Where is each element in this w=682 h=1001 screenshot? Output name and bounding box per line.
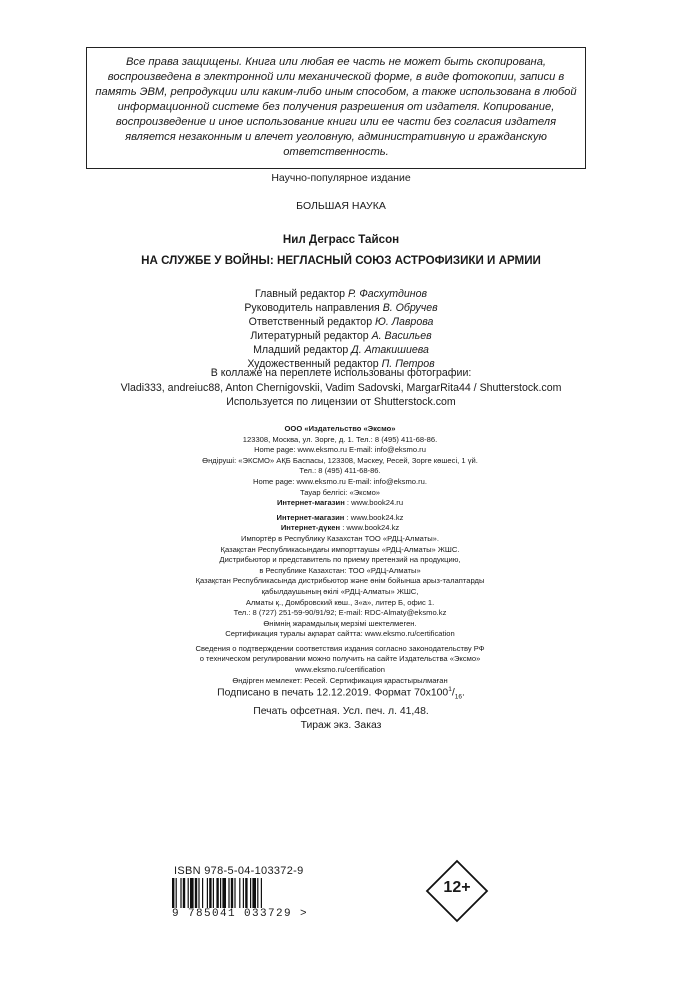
age-rating-label: 12+ bbox=[443, 879, 471, 896]
barcode bbox=[172, 878, 308, 908]
print-details bbox=[0, 683, 682, 733]
publisher-line: Тауар белгісі: «Эксмо» bbox=[299, 487, 381, 497]
editor-row: Ответственный редактор Ю. Лаврова bbox=[248, 316, 434, 328]
print-line: Печать офсетная. Усл. печ. л. 41,48. bbox=[253, 705, 429, 717]
publisher-line: Өндіруші: «ЭКСМО» АҚБ Баспасы, 123308, Мәскеу, Ресей, Зорге көшесі, 1 үй. bbox=[202, 455, 478, 465]
publisher-info bbox=[150, 424, 530, 686]
publisher-line: Home page: www.eksmo.ru E-mail: info@eksmo.ru bbox=[254, 445, 426, 455]
shop-line: Интернет-магазин : www.book24.kz bbox=[276, 512, 404, 522]
publisher-line: Алматы қ., Домбровский көш., 3«а», литер Б, офис 1. bbox=[245, 597, 435, 607]
photo-credit-line: В коллаже на переплете использованы фотографии: bbox=[210, 367, 472, 379]
photo-credits bbox=[0, 366, 682, 410]
publisher-line: о техническом регулировании можно получить на сайте Издательства «Эксмо» bbox=[199, 654, 481, 664]
copyright-notice bbox=[86, 47, 586, 169]
author-name: Нил Деграсс Тайсон bbox=[282, 233, 400, 246]
publisher-line: Home page: www.eksmo.ru E-mail: info@eksmo.ru. bbox=[253, 476, 427, 486]
publisher-line: Өндірген мемлекет: Ресей. Сертификация қарастырылмаған bbox=[232, 675, 448, 685]
publisher-line: Дистрибьютор и представитель по приему претензий на продукцию, bbox=[219, 555, 461, 565]
editor-row: Художественный редактор П. Петров bbox=[247, 358, 435, 370]
publisher-line: Сведения о подтверждении соответствия издания согласно законодательству РФ bbox=[195, 643, 485, 653]
photo-credit-line: Vladi333, andreiuc88, Anton Chernigovskii, Vadim Sadovski, MargarRita44 / Shutterstock.com bbox=[120, 381, 562, 394]
publisher-line: Импортёр в Республику Казахстан ТОО «РДЦ-Алматы». bbox=[240, 533, 439, 543]
shop-line: Интернет-дүкен : www.book24.kz bbox=[280, 523, 400, 533]
publisher-line: в Республике Казахстан: ТОО «РДЦ-Алматы» bbox=[259, 565, 421, 575]
book-title: НА СЛУЖБЕ У ВОЙНЫ: НЕГЛАСНЫЙ СОЮЗ АСТРОФИЗИКИ И АРМИИ bbox=[141, 254, 541, 267]
publisher-line: қабылдаушының өкілі «РДЦ-Алматы» ЖШС, bbox=[261, 586, 419, 596]
isbn-label: ISBN 978-5-04-103372-9 bbox=[174, 865, 304, 877]
publisher-line: www.eksmo.ru/certification bbox=[295, 665, 385, 675]
editorial-credits bbox=[86, 287, 596, 371]
genre-label: Научно-популярное издание bbox=[271, 172, 411, 184]
print-line: Подписано в печать 12.12.2019. Формат $70x100^1/_{16}$. bbox=[217, 686, 465, 701]
publisher-line: Қазақстан Республикасында дистрибьютор және өнім бойынша арыз-талаптарды bbox=[195, 576, 485, 586]
print-line: Тираж экз. Заказ bbox=[300, 719, 382, 731]
shop-line: Интернет-магазин : www.book24.ru bbox=[276, 498, 404, 508]
publisher-line: Қазақстан Республикасындағы импорттаушы «РДЦ-Алматы» ЖШС. bbox=[220, 544, 460, 554]
editor-row: Младший редактор Д. Атакишиева bbox=[253, 344, 429, 356]
publisher-line: Өнімнің жарамдылық мерзімі шектелмеген. bbox=[263, 618, 417, 628]
publisher-name: ООО «Издательство «Эксмо» bbox=[284, 424, 396, 433]
barcode-digits: 9 785041 033729 > bbox=[172, 908, 309, 920]
photo-credit-line: Используется по лицензии от Shutterstock.com bbox=[226, 396, 456, 408]
publisher-line: Сертификация туралы ақпарат сайтта: www.eksmo.ru/certification bbox=[225, 629, 455, 639]
editor-row: Литературный редактор А. Васильев bbox=[250, 330, 432, 342]
editor-row: Руководитель направления В. Обручев bbox=[244, 302, 438, 314]
publisher-line: Тел.: 8 (727) 251-59-90/91/92; E-mail: RDC-Almaty@eksmo.kz bbox=[233, 608, 447, 618]
publisher-line: 123308, Москва, ул. Зорге, д. 1. Тел.: 8 (495) 411-68-86. bbox=[242, 434, 438, 444]
series-name: БОЛЬШАЯ НАУКА bbox=[296, 200, 386, 212]
publisher-line: Тел.: 8 (495) 411-68-86. bbox=[299, 466, 381, 476]
editor-row: Главный редактор Р. Фасхутдинов bbox=[255, 288, 427, 300]
copyright-text: Все права защищены. Книга или любая ее часть не может быть скопирована, воспроизведена в электронной или механической форме, в виде фотокопии, записи в память ЭВМ, репродукции или каким-либо иным способом, а также использована в любой информационной системе без получения разрешения от издателя. Копирование, воспроизведение и иное использование книги или ее части без согласия издателя является незаконным и влечет уголовную, административную и гражданскую ответственность. bbox=[95, 56, 577, 158]
